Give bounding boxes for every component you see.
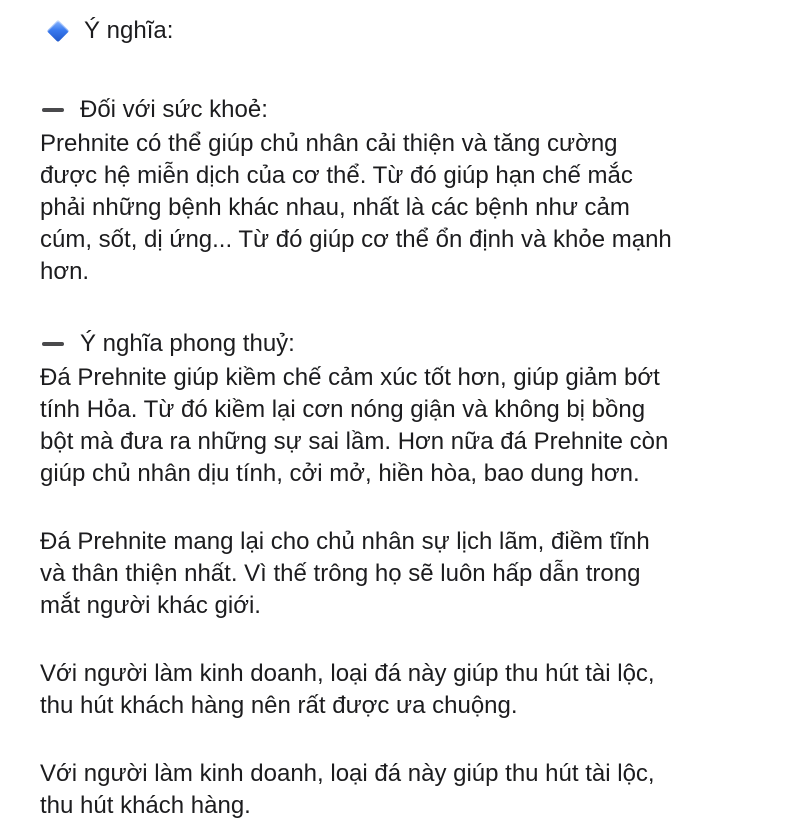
spacer xyxy=(40,50,770,92)
paragraph-line: hơn. xyxy=(40,258,90,285)
paragraph-line: Đá Prehnite mang lại cho chủ nhân sự lịch lãm, điềm tĩnh xyxy=(40,528,650,555)
paragraph-line: Đá Prehnite giúp kiềm chế cảm xúc tốt hơn, giúp giảm bớt xyxy=(40,364,660,391)
paragraph-line: thu hút khách hàng nên rất được ưa chuộng. xyxy=(40,692,518,719)
spacer xyxy=(40,622,770,658)
health-title: Đối với sức khoẻ: xyxy=(80,96,268,123)
dash-icon xyxy=(42,342,64,346)
paragraph-line: Prehnite có thể giúp chủ nhân cải thiện và tăng cường xyxy=(40,130,618,157)
fengshui-subheading xyxy=(40,326,770,362)
health-subheading xyxy=(40,92,770,128)
paragraph-line: bột mà đưa ra những sự sai lầm. Hơn nữa đá Prehnite còn xyxy=(40,428,669,455)
paragraph-line: giúp chủ nhân dịu tính, cởi mở, hiền hòa, bao dung hơn. xyxy=(40,460,640,487)
dash-icon xyxy=(42,108,64,112)
heading-text: Ý nghĩa: xyxy=(84,17,174,44)
paragraph-line: và thân thiện nhất. Vì thế trông họ sẽ luôn hấp dẫn trong xyxy=(40,560,641,587)
paragraph-line: mắt người khác giới. xyxy=(40,592,261,619)
paragraph-line: thu hút khách hàng. xyxy=(40,792,251,819)
spacer xyxy=(40,722,770,758)
business-paragraph-1 xyxy=(40,658,770,722)
spacer xyxy=(40,490,770,526)
fengshui-paragraph xyxy=(40,362,770,490)
fengshui-title: Ý nghĩa phong thuỷ: xyxy=(80,330,295,357)
paragraph-line: phải những bệnh khác nhau, nhất là các bệnh như cảm xyxy=(40,194,630,221)
paragraph-line: tính Hỏa. Từ đó kiềm lại cơn nóng giận và không bị bồng xyxy=(40,396,646,423)
section-heading xyxy=(44,12,770,50)
blue-diamond-icon xyxy=(47,20,70,43)
spacer xyxy=(40,288,770,326)
paragraph-line: cúm, sốt, dị ứng... Từ đó giúp cơ thể ổn định và khỏe mạnh xyxy=(40,226,672,253)
business-paragraph-2 xyxy=(40,758,770,822)
paragraph-line: Với người làm kinh doanh, loại đá này giúp thu hút tài lộc, xyxy=(40,760,655,787)
charm-paragraph xyxy=(40,526,770,622)
paragraph-line: được hệ miễn dịch của cơ thể. Từ đó giúp hạn chế mắc xyxy=(40,162,633,189)
health-paragraph xyxy=(40,128,770,288)
paragraph-line: Với người làm kinh doanh, loại đá này giúp thu hút tài lộc, xyxy=(40,660,655,687)
